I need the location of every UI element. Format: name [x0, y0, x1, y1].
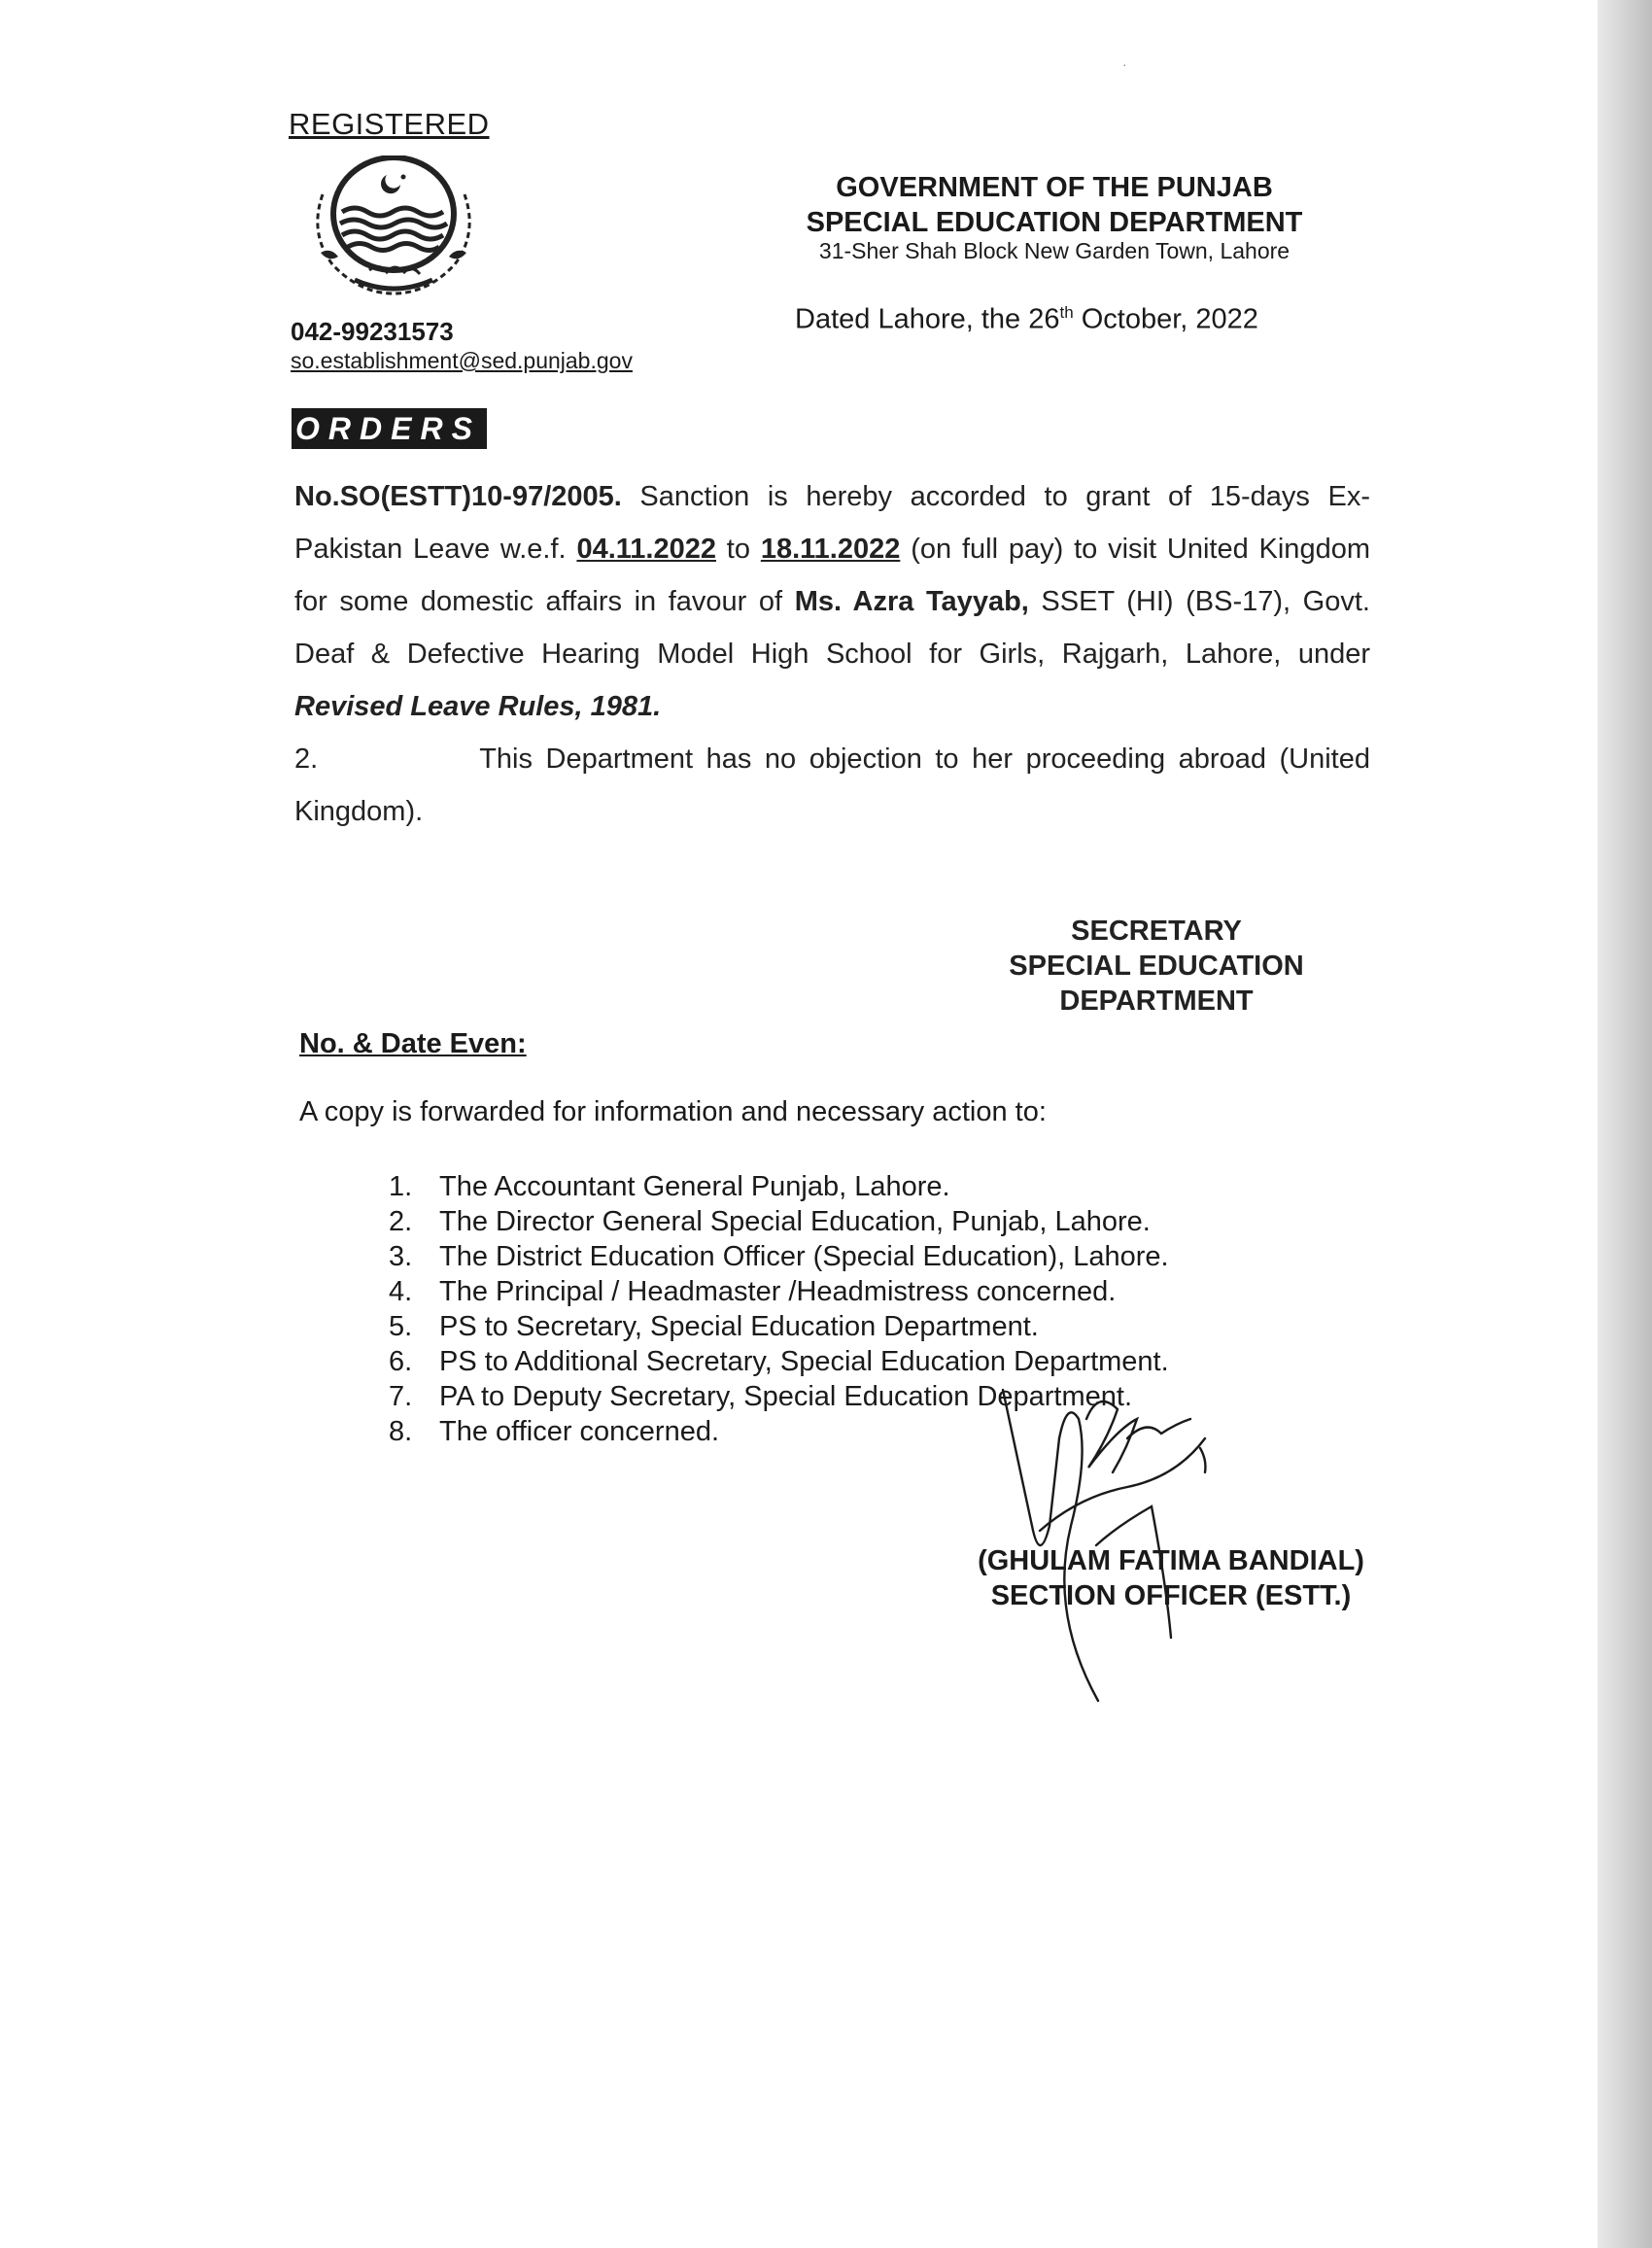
list-text: The Director General Special Education, Punjab, Lahore.: [439, 1206, 1151, 1237]
list-item: [389, 1344, 1169, 1379]
list-text: PS to Additional Secretary, Special Education Department.: [439, 1346, 1169, 1377]
list-item: [389, 1239, 1169, 1274]
scan-edge-shadow: [1598, 0, 1652, 2248]
order-paragraph: [294, 470, 1370, 733]
list-number: 8.: [389, 1416, 413, 1447]
no-objection-paragraph: [294, 733, 1370, 838]
handwritten-signature-icon: [981, 1380, 1254, 1720]
secretary-line: SECRETARY: [1071, 916, 1242, 947]
paragraph-text: (on full pay) to visit United Kingdom for some domestic affairs in favour of: [294, 534, 1370, 617]
department-address: 31-Sher Shah Block New Garden Town, Lahore: [818, 238, 1291, 263]
list-number: 5.: [389, 1311, 413, 1342]
list-number: 6.: [389, 1346, 413, 1377]
orders-heading: ORDERS: [292, 408, 487, 449]
list-text: The officer concerned.: [439, 1416, 720, 1447]
list-text: PS to Secretary, Special Education Department.: [439, 1311, 1039, 1342]
secretary-line: SPECIAL EDUCATION: [1009, 951, 1304, 982]
government-name: GOVERNMENT OF THE PUNJAB: [836, 172, 1273, 203]
leave-start-date: 04.11.2022: [576, 534, 716, 565]
list-number: 1.: [389, 1171, 413, 1202]
list-number: 7.: [389, 1381, 413, 1412]
no-date-even-heading: No. & Date Even:: [299, 1028, 527, 1059]
officer-name: (GHULAM FATIMA BANDIAL): [978, 1545, 1364, 1576]
paragraph-text: to: [715, 534, 761, 565]
employee-name: Ms. Azra Tayyab,: [794, 586, 1029, 617]
paragraph-text: Sanction is hereby accorded to grant of 15-days Ex-Pakistan Leave w.e.f.: [294, 481, 1370, 565]
paragraph-number: 2.: [294, 744, 319, 775]
registered-label: REGISTERED: [289, 107, 490, 141]
list-item: [389, 1309, 1169, 1344]
list-item: [389, 1274, 1169, 1309]
list-text: The District Education Officer (Special Education), Lahore.: [439, 1241, 1169, 1272]
list-text: The Principal / Headmaster /Headmistress concerned.: [439, 1276, 1117, 1307]
dated-superscript: th: [1059, 303, 1074, 322]
paragraph-text: This Department has no objection to her proceeding abroad (United Kingdom).: [294, 744, 1370, 827]
secretary-block: [981, 914, 1331, 1019]
leave-end-date: 18.11.2022: [760, 534, 901, 565]
list-text: The Accountant General Punjab, Lahore.: [439, 1171, 950, 1202]
secretary-line: DEPARTMENT: [1059, 986, 1254, 1017]
dated-prefix: Dated Lahore, the 26: [795, 303, 1060, 335]
list-item: [389, 1169, 1169, 1204]
dated-line: [795, 303, 1258, 336]
dated-suffix: October, 2022: [1073, 303, 1258, 335]
government-heading: [787, 170, 1322, 240]
punjab-emblem-icon: [301, 156, 486, 301]
forward-text: A copy is forwarded for information and necessary action to:: [299, 1096, 1047, 1127]
email-address[interactable]: so.establishment@sed.punjab.gov: [291, 348, 633, 373]
list-item: [389, 1204, 1169, 1239]
officer-designation: SECTION OFFICER (ESTT.): [990, 1580, 1352, 1611]
list-number: 4.: [389, 1276, 413, 1307]
paragraph-text: SSET (HI) (BS-17), Govt. Deaf & Defective Hearing Model High School for Girls, Rajgarh, Lahore, under: [294, 586, 1370, 670]
list-number: 3.: [389, 1241, 413, 1272]
scan-speck: ·: [1122, 56, 1127, 72]
list-text: PA to Deputy Secretary, Special Education Department.: [439, 1381, 1133, 1412]
phone-number: 042-99231573: [291, 317, 454, 346]
department-name: SPECIAL EDUCATION DEPARTMENT: [806, 207, 1303, 238]
list-number: 2.: [389, 1206, 413, 1237]
leave-rules: Revised Leave Rules, 1981.: [294, 691, 662, 722]
reference-number: No.SO(ESTT)10-97/2005.: [294, 481, 622, 512]
